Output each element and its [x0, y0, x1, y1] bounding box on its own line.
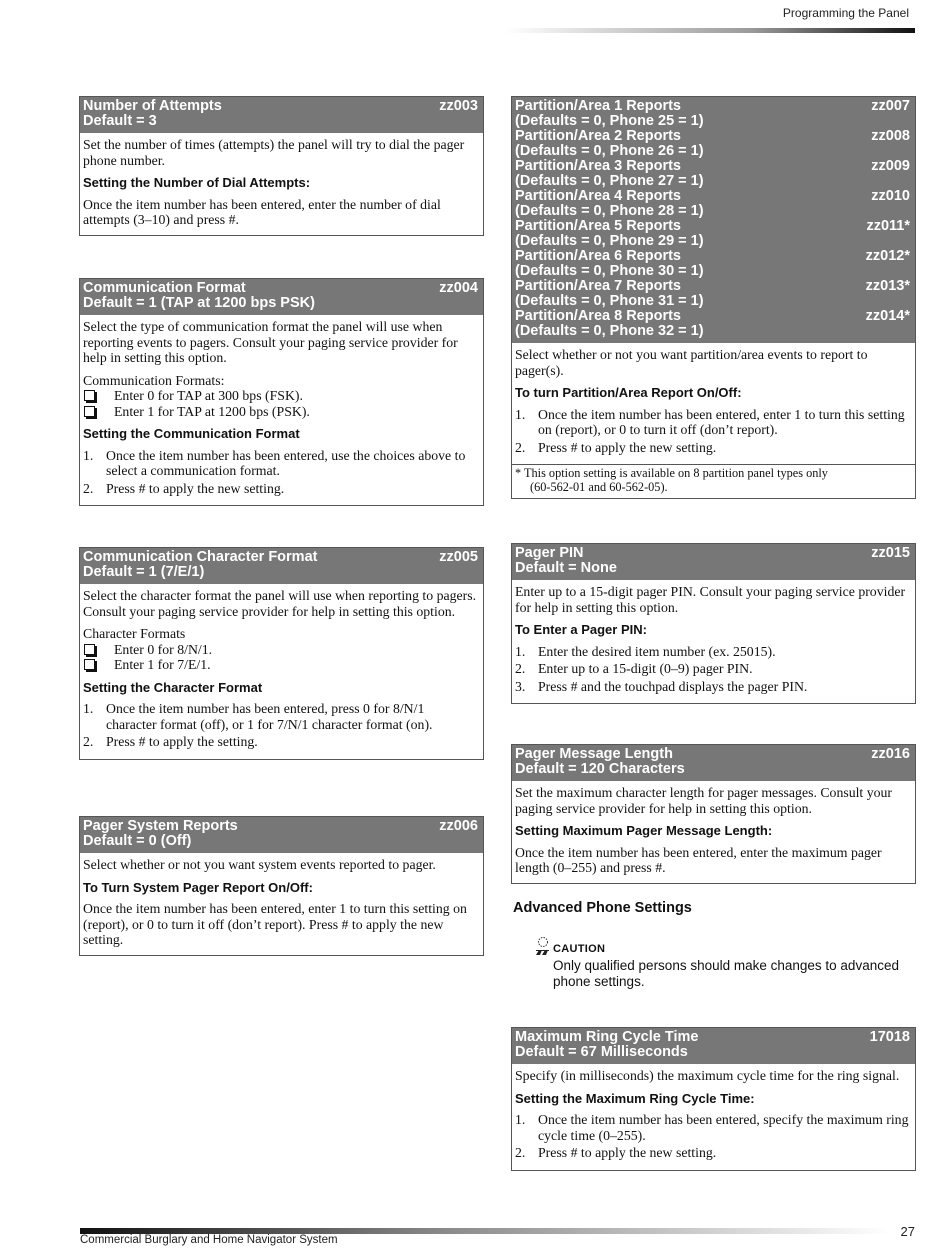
list-item: 3. Press # and the touchpad displays the pager PIN.: [515, 678, 808, 694]
section-heading: Advanced Phone Settings: [513, 900, 692, 916]
box-title: Partition/Area 5 Reports: [515, 218, 681, 234]
caution-hand-icon: [534, 935, 552, 957]
box-title: Partition/Area 2 Reports: [515, 128, 681, 144]
steps-list: [83, 701, 478, 750]
footnote-line: * This option setting is available on 8 partition panel types only: [515, 466, 828, 480]
steps-list: [515, 407, 910, 456]
subheading: To Enter a Pager PIN:: [515, 622, 647, 637]
default-value: Default = 3: [83, 113, 157, 129]
steps-list: [83, 448, 478, 497]
description: Set the number of times (attempts) the panel will try to dial the pager phone number.: [83, 137, 465, 168]
box-title: Communication Character Format: [83, 549, 318, 565]
default-value: Default = 1 (7/E/1): [83, 564, 205, 580]
checkbox-icon: [84, 390, 95, 401]
checkbox-icon: [84, 644, 95, 655]
list-item: 2. Press # to apply the new setting.: [515, 1145, 717, 1160]
pager-system-reports-box: [79, 816, 484, 956]
box-title: Partition/Area 7 Reports: [515, 278, 681, 294]
description: Select the type of communication format the panel will use when reporting events to pagers. Consult your paging service provider for help in setting this option.: [83, 319, 458, 365]
checkbox-icon: [84, 406, 95, 417]
item-code: zz008: [871, 128, 910, 144]
subheading: Setting the Maximum Ring Cycle Time:: [515, 1090, 755, 1106]
instruction: Once the item number has been entered, enter the number of dial attempts (3–10) and press #.: [83, 196, 441, 227]
character-format-box: [79, 547, 484, 760]
subheading: Setting the Number of Dial Attempts:: [83, 175, 311, 190]
list-item: 2. Press # to apply the new setting.: [83, 480, 285, 496]
option-item: Enter 0 for 8/N/1.: [83, 642, 478, 658]
default-value: (Defaults = 0, Phone 26 = 1): [515, 143, 704, 159]
default-value: (Defaults = 0, Phone 28 = 1): [515, 203, 704, 219]
description: Enter up to a 15-digit pager PIN. Consult your paging service provider for help in setting this option.: [515, 584, 906, 615]
communication-format-box: [79, 278, 484, 506]
checkbox-icon: [84, 659, 95, 670]
box-header: [512, 97, 915, 343]
running-header: Programming the Panel: [782, 6, 909, 20]
box-title: Partition/Area 8 Reports: [515, 308, 681, 324]
caution-label: CAUTION: [553, 943, 606, 955]
box-header: [80, 97, 483, 133]
instruction: Once the item number has been entered, enter 1 to turn this setting on (report), or 0 to turn it off (don’t report). Press # to apply the new setting.: [83, 901, 467, 947]
item-code: zz011*: [866, 218, 910, 234]
default-value: Default = 67 Milliseconds: [515, 1044, 688, 1060]
default-value: Default = 0 (Off): [83, 833, 192, 849]
item-code: zz003: [439, 98, 478, 114]
running-footer: Commercial Burglary and Home Navigator System: [80, 1234, 338, 1246]
item-code: zz015: [871, 545, 910, 561]
default-value: (Defaults = 0, Phone 32 = 1): [515, 323, 704, 339]
box-title: Pager Message Length: [515, 746, 673, 762]
box-header: [512, 1028, 915, 1064]
subheading: Setting the Communication Format: [83, 426, 300, 441]
steps-list: [515, 644, 910, 695]
description: Select whether or not you want partition/area events to report to pager(s).: [515, 347, 868, 378]
footnote-line: (60-562-01 and 60-562-05).: [530, 479, 668, 494]
partition-reports-box: [511, 96, 916, 499]
list-item: 1. Once the item number has been entered, use the choices above to select a communication format.: [83, 447, 466, 478]
box-title: Communication Format: [83, 280, 246, 296]
description: Select the character format the panel will use when reporting to pagers. Consult your paging service provider for help in setting this option.: [83, 588, 477, 619]
pager-message-length-box: [511, 744, 916, 884]
item-code: zz013*: [865, 278, 910, 294]
pager-pin-box: [511, 543, 916, 704]
description: Set the maximum character length for pager messages. Consult your paging service provider for help in setting this option.: [515, 785, 893, 816]
item-code: zz007: [871, 98, 910, 114]
page-number: 27: [900, 1224, 915, 1239]
box-title: Partition/Area 1 Reports: [515, 98, 681, 114]
item-code: zz005: [439, 549, 478, 565]
item-code: zz010: [871, 188, 910, 204]
list-item: 2. Press # to apply the new setting.: [515, 439, 717, 455]
box-header: [512, 544, 915, 580]
list-item: 1. Enter the desired item number (ex. 25015).: [515, 643, 776, 659]
box-header: [80, 548, 483, 584]
item-code: 17018: [869, 1029, 910, 1045]
default-value: Default = 1 (TAP at 1200 bps PSK): [83, 295, 315, 311]
option-item: Enter 0 for TAP at 300 bps (FSK).: [83, 388, 478, 404]
item-code: zz016: [871, 746, 910, 762]
box-header: [80, 279, 483, 315]
box-header: [512, 745, 915, 781]
subheading: To Turn System Pager Report On/Off:: [83, 879, 313, 895]
default-value: (Defaults = 0, Phone 27 = 1): [515, 173, 704, 189]
default-value: (Defaults = 0, Phone 29 = 1): [515, 233, 704, 249]
item-code: zz004: [439, 280, 478, 296]
footnote: [512, 464, 915, 498]
box-title: Number of Attempts: [83, 98, 222, 114]
box-header: [80, 817, 483, 853]
list-label: Communication Formats:: [83, 372, 225, 388]
box-title: Pager System Reports: [83, 818, 238, 834]
item-code: zz014*: [865, 308, 910, 324]
box-title: Partition/Area 4 Reports: [515, 188, 681, 204]
box-title: Partition/Area 6 Reports: [515, 248, 681, 264]
header-rule: [505, 28, 915, 33]
description: Specify (in milliseconds) the maximum cycle time for the ring signal.: [515, 1068, 900, 1083]
max-ring-cycle-box: [511, 1027, 916, 1171]
item-code: zz012*: [865, 248, 910, 264]
option-item: Enter 1 for 7/E/1.: [83, 657, 478, 673]
box-title: Partition/Area 3 Reports: [515, 158, 681, 174]
list-item: 2. Enter up to a 15-digit (0–9) pager PIN.: [515, 661, 753, 676]
steps-list: [515, 1112, 910, 1161]
list-item: 2. Press # to apply the setting.: [83, 734, 258, 749]
subheading: Setting Maximum Pager Message Length:: [515, 823, 773, 838]
item-code: zz006: [439, 818, 478, 834]
list-item: 1. Once the item number has been entered, specify the maximum ring cycle time (0–255).: [515, 1112, 909, 1143]
default-value: (Defaults = 0, Phone 25 = 1): [515, 113, 704, 129]
box-title: Pager PIN: [515, 545, 584, 561]
subheading: To turn Partition/Area Report On/Off:: [515, 385, 742, 400]
caution-text: Only qualified persons should make changes to advanced phone settings.: [553, 958, 899, 989]
description: Select whether or not you want system events reported to pager.: [83, 857, 436, 872]
option-item: Enter 1 for TAP at 1200 bps (PSK).: [83, 404, 478, 420]
list-item: 1. Once the item number has been entered, enter 1 to turn this setting on (report), or 0 to turn it off (don’t report).: [515, 406, 905, 437]
instruction: Once the item number has been entered, enter the maximum pager length (0–255) and press #.: [515, 844, 882, 875]
default-value: Default = None: [515, 560, 617, 576]
item-code: zz009: [871, 158, 910, 174]
default-value: Default = 120 Characters: [515, 761, 685, 777]
number-of-attempts-box: [79, 96, 484, 236]
subheading: Setting the Character Format: [83, 679, 263, 695]
default-value: (Defaults = 0, Phone 30 = 1): [515, 263, 704, 279]
list-label: Character Formats: [83, 626, 186, 641]
list-item: 1. Once the item number has been entered, press 0 for 8/N/1 character format (off), or 1 for 7/N/1 character format (on).: [83, 701, 433, 732]
default-value: (Defaults = 0, Phone 31 = 1): [515, 293, 704, 309]
box-title: Maximum Ring Cycle Time: [515, 1029, 699, 1045]
